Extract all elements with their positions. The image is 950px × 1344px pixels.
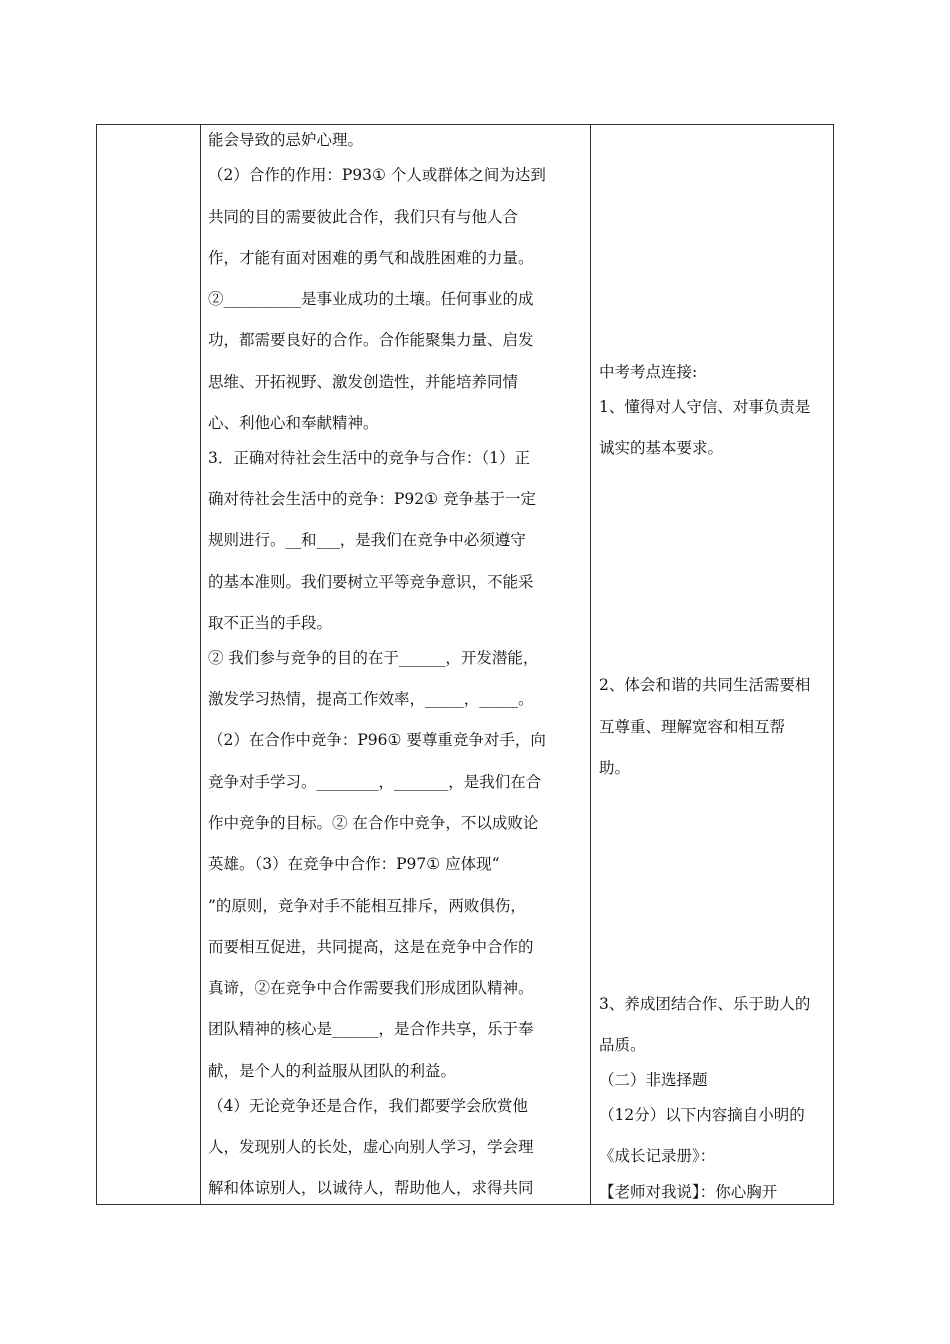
text-line: 中考考点连接: bbox=[599, 363, 698, 381]
text-line: 共同的目的需要彼此合作，我们只有与他人合 bbox=[208, 208, 519, 226]
text-line: （12分）以下内容摘自小明的 bbox=[599, 1106, 805, 1124]
text-line: 团队精神的核心是______，是合作共享，乐于奉 bbox=[208, 1020, 534, 1038]
column-divider-left bbox=[200, 125, 201, 1204]
text-line: 确对待社会生活中的竞争：P92① 竞争基于一定 bbox=[208, 490, 536, 508]
text-line: 激发学习热情，提高工作效率，_____，_____。 bbox=[208, 690, 534, 708]
text-line: 而要相互促进，共同提高，这是在竞争中合作的 bbox=[208, 938, 534, 956]
text-line: 人，发现别人的长处，虚心向别人学习，学会理 bbox=[208, 1138, 534, 1156]
text-line: ②__________是事业成功的土壤。任何事业的成 bbox=[208, 290, 534, 308]
text-line: 《成长记录册》： bbox=[599, 1147, 716, 1165]
text-line: 竞争对手学习。________，_______，是我们在合 bbox=[208, 773, 542, 791]
text-line: 能会导致的忌妒心理。 bbox=[208, 131, 364, 149]
text-line: 解和体谅别人，以诚待人，帮助他人，求得共同 bbox=[208, 1179, 534, 1197]
text-line: 英雄。（3）在竞争中合作：P97① 应体现“ bbox=[208, 855, 500, 873]
text-line: 作中竞争的目标。② 在合作中竞争，不以成败论 bbox=[208, 814, 539, 832]
text-line: 功，都需要良好的合作。合作能聚集力量、启发 bbox=[208, 331, 534, 349]
text-line: 互尊重、理解宽容和相互帮 bbox=[599, 718, 786, 736]
text-line: 【老师对我说】：你心胸开 bbox=[599, 1183, 778, 1201]
column-divider-right bbox=[590, 125, 591, 1204]
text-line: 的基本准则。我们要树立平等竞争意识，不能采 bbox=[208, 573, 534, 591]
text-line: 品质。 bbox=[599, 1036, 646, 1054]
text-line: （2）在合作中竞争：P96① 要尊重竞争对手，向 bbox=[208, 731, 546, 749]
text-line: ② 我们参与竞争的目的在于______，开发潜能， bbox=[208, 649, 539, 667]
text-line: 心、利他心和奉献精神。 bbox=[208, 414, 379, 432]
text-line: 思维、开拓视野、激发创造性，并能培养同情 bbox=[208, 373, 519, 391]
text-line: 真谛，②在竞争中合作需要我们形成团队精神。 bbox=[208, 979, 534, 997]
text-line: （4）无论竞争还是合作，我们都要学会欣赏他 bbox=[208, 1097, 528, 1115]
content-table bbox=[96, 124, 834, 1205]
text-line: 3、养成团结合作、乐于助人的 bbox=[599, 995, 811, 1013]
text-line: （二）非选择题 bbox=[599, 1071, 708, 1089]
text-line: 2、体会和谐的共同生活需要相 bbox=[599, 676, 811, 694]
text-line: 献，是个人的利益服从团队的利益。 bbox=[208, 1062, 457, 1080]
text-line: 规则进行。__和___，是我们在竞争中必须遵守 bbox=[208, 531, 526, 549]
text-line: （2）合作的作用：P93① 个人或群体之间为达到 bbox=[208, 166, 546, 184]
text-line: 助。 bbox=[599, 759, 631, 777]
text-line: 取不正当的手段。 bbox=[208, 614, 333, 632]
text-line: 作，才能有面对困难的勇气和战胜困难的力量。 bbox=[208, 249, 534, 267]
text-line: 诚实的基本要求。 bbox=[599, 439, 724, 457]
text-line: 3．正确对待社会生活中的竞争与合作：（1）正 bbox=[208, 449, 530, 467]
text-line: 1、懂得对人守信、对事负责是 bbox=[599, 398, 811, 416]
text-line: ”的原则，竞争对手不能相互排斥，两败俱伤， bbox=[208, 897, 526, 915]
